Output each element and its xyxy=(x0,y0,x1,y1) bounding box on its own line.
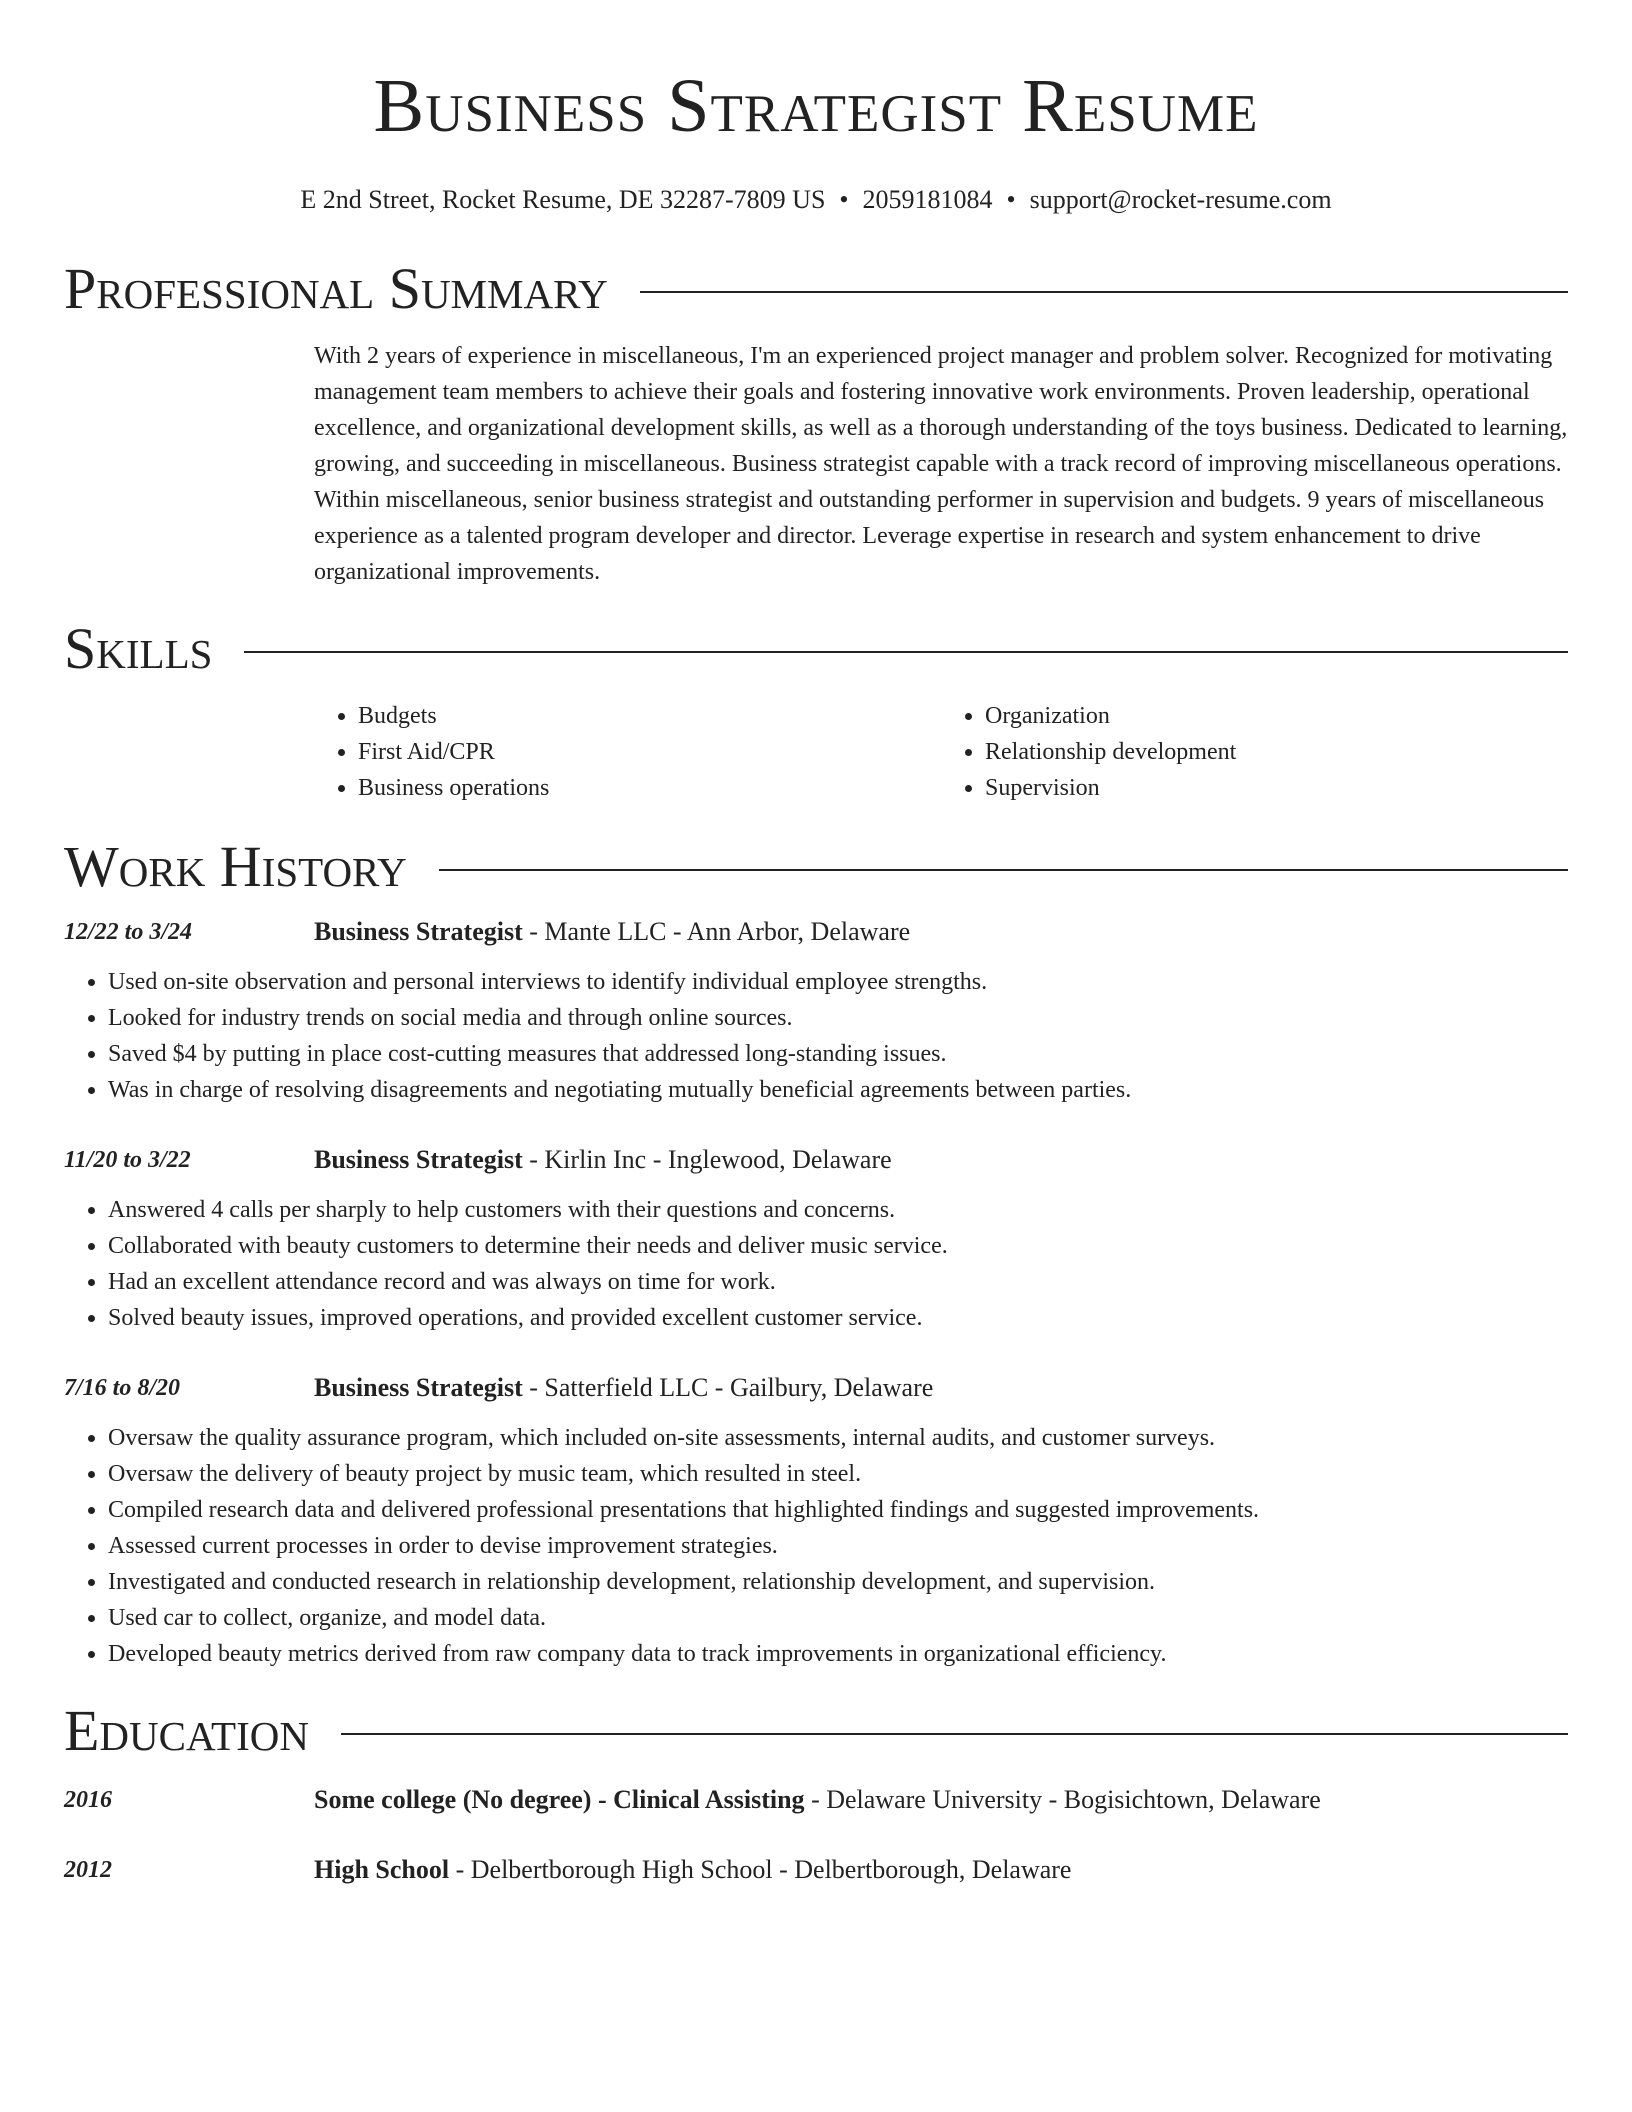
skill-item: • Organization xyxy=(985,698,1568,734)
skills-heading: Skills xyxy=(64,616,213,681)
skills-column-right xyxy=(941,698,1568,806)
job-bullet: • Oversaw the delivery of beauty project by music team, which resulted in steel. xyxy=(108,1456,1568,1492)
skills-section-header xyxy=(64,616,1568,682)
job-details: - Satterfield LLC - Gailbury, Delaware xyxy=(522,1373,934,1402)
summary-section-header xyxy=(64,256,1568,322)
job-bullet: • Was in charge of resolving disagreements and negotiating mutually beneficial agreements between parties. xyxy=(108,1072,1568,1108)
education-entry xyxy=(64,1852,1568,1888)
job-bullet: • Answered 4 calls per sharply to help customers with their questions and concerns. xyxy=(108,1192,1568,1228)
job-headline xyxy=(314,1142,892,1178)
section-divider xyxy=(244,651,1568,653)
contact-phone: 2059181084 xyxy=(862,185,993,214)
job-headline xyxy=(314,914,910,950)
contact-separator: • xyxy=(839,185,849,214)
summary-heading: Professional Summary xyxy=(64,256,608,321)
section-divider xyxy=(341,1733,1568,1735)
job-bullet: • Oversaw the quality assurance program, which included on-site assessments, internal audits, and customer surveys. xyxy=(108,1420,1568,1456)
education-details: - Delaware University - Bogisichtown, Delaware xyxy=(804,1785,1321,1814)
resume-title: Business Strategist Resume xyxy=(373,64,1259,148)
education-entry xyxy=(64,1782,1568,1818)
education-details: - Delbertborough High School - Delbertborough, Delaware xyxy=(449,1855,1072,1884)
job-bullets xyxy=(64,1192,1568,1336)
skill-item: • First Aid/CPR xyxy=(358,734,941,770)
job-bullets xyxy=(64,1420,1568,1672)
job-dates: 11/20 to 3/22 xyxy=(64,1147,191,1173)
education-section-header xyxy=(64,1698,1568,1764)
education-degree: High School xyxy=(314,1855,450,1884)
job-title: Business Strategist xyxy=(314,1373,523,1402)
contact-separator: • xyxy=(1006,185,1016,214)
contact-address: E 2nd Street, Rocket Resume, DE 32287-7809 US xyxy=(300,185,826,214)
skill-item: • Relationship development xyxy=(985,734,1568,770)
summary-text: With 2 years of experience in miscellaneous, I'm an experienced project manager and problem solver. Recognized for motivating management team members to achieve their goals and fostering innovative work environments. Proven leadership, operational excellence, and organizational development skills, as well as a thorough understanding of the toys business. Dedicated to learning, growing, and succeeding in miscellaneous. Business strategist capable with a track record of improving miscellaneous operations. Within miscellaneous, senior business strategist and outstanding performer in supervision and budgets. 9 years of miscellaneous experience as a talented program developer and director. Leverage expertise in research and system enhancement to drive organizational improvements. xyxy=(314,343,1568,585)
education-headline xyxy=(314,1782,1321,1818)
section-divider xyxy=(640,291,1568,293)
skills-list xyxy=(314,698,1568,806)
job-bullet: • Solved beauty issues, improved operations, and provided excellent customer service. xyxy=(108,1300,1568,1336)
job-dates: 7/16 to 8/20 xyxy=(64,1375,181,1401)
job-bullet: • Had an excellent attendance record and was always on time for work. xyxy=(108,1264,1568,1300)
skills-column-left xyxy=(314,698,941,806)
education-degree: Some college (No degree) - Clinical Assisting xyxy=(314,1785,805,1814)
section-divider xyxy=(439,869,1568,871)
contact-email: support@rocket-resume.com xyxy=(1029,185,1332,214)
education-headline xyxy=(314,1852,1071,1888)
job-entry xyxy=(64,1370,1568,1672)
job-bullet: • Assessed current processes in order to devise improvement strategies. xyxy=(108,1528,1568,1564)
job-bullet: • Looked for industry trends on social media and through online sources. xyxy=(108,1000,1568,1036)
education-row xyxy=(64,1852,1568,1888)
job-title: Business Strategist xyxy=(314,917,523,946)
job-bullet: • Used car to collect, organize, and model data. xyxy=(108,1600,1568,1636)
work-section-header xyxy=(64,834,1568,900)
skill-item: • Budgets xyxy=(358,698,941,734)
work-heading: Work History xyxy=(64,834,407,899)
job-details: - Mante LLC - Ann Arbor, Delaware xyxy=(522,917,911,946)
education-year: 2012 xyxy=(64,1857,112,1883)
job-entry xyxy=(64,1142,1568,1336)
education-year: 2016 xyxy=(64,1787,112,1813)
job-bullet: • Used on-site observation and personal interviews to identify individual employee strengths. xyxy=(108,964,1568,1000)
job-title: Business Strategist xyxy=(314,1145,523,1174)
job-bullet: • Developed beauty metrics derived from raw company data to track improvements in organizational efficiency. xyxy=(108,1636,1568,1672)
job-headline xyxy=(314,1370,933,1406)
job-entry xyxy=(64,914,1568,1108)
job-bullet: • Compiled research data and delivered professional presentations that highlighted findings and suggested improvements. xyxy=(108,1492,1568,1528)
job-bullet: • Investigated and conducted research in relationship development, relationship development, and supervision. xyxy=(108,1564,1568,1600)
job-details: - Kirlin Inc - Inglewood, Delaware xyxy=(522,1145,892,1174)
education-row xyxy=(64,1782,1568,1818)
contact-line xyxy=(64,182,1568,218)
job-bullet: • Collaborated with beauty customers to determine their needs and deliver music service. xyxy=(108,1228,1568,1264)
job-bullets xyxy=(64,964,1568,1108)
job-header xyxy=(64,1370,1568,1406)
job-dates: 12/22 to 3/24 xyxy=(64,919,193,945)
job-header xyxy=(64,1142,1568,1178)
job-bullet: • Saved $4 by putting in place cost-cutting measures that addressed long-standing issues. xyxy=(108,1036,1568,1072)
skill-item: • Supervision xyxy=(985,770,1568,806)
job-header xyxy=(64,914,1568,950)
skill-item: • Business operations xyxy=(358,770,941,806)
education-heading: Education xyxy=(64,1698,309,1763)
